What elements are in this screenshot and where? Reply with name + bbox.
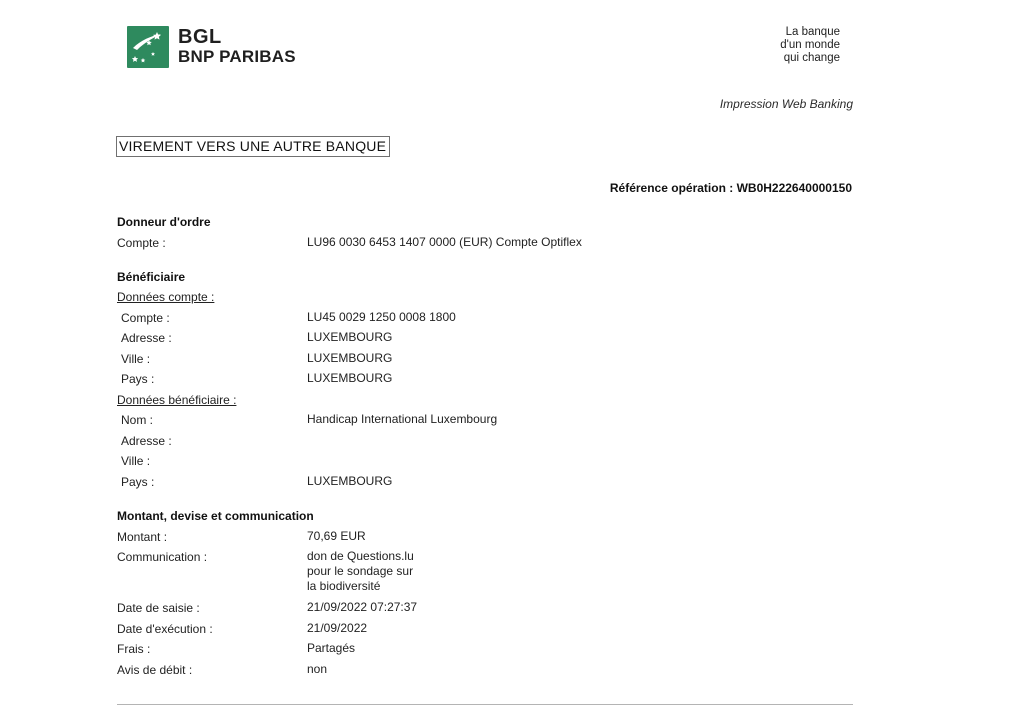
benef-nom-label: Nom : — [121, 413, 154, 427]
donnees-beneficiaire-heading: Données bénéficiaire : — [117, 393, 237, 407]
frais-value: Partagés — [307, 641, 356, 655]
page-title: VIREMENT VERS UNE AUTRE BANQUE — [116, 136, 390, 157]
benef-compte-label: Compte : — [121, 311, 170, 325]
tagline-line: d'un monde — [780, 39, 840, 51]
benef2-pays-value: LUXEMBOURG — [307, 474, 393, 488]
donneur-compte-value: LU96 0030 6453 1407 0000 (EUR) Compte Optiflex — [307, 235, 582, 249]
benef2-pays-label: Pays : — [121, 475, 155, 489]
avis-debit-value: non — [307, 662, 328, 676]
communication-line: don de Questions.lu — [307, 549, 414, 563]
brand-name — [178, 28, 296, 66]
avis-debit-label: Avis de débit : — [117, 663, 193, 677]
operation-reference: Référence opération : WB0H222640000150 — [609, 181, 852, 195]
stars-logo-icon — [127, 26, 169, 68]
communication-value — [307, 549, 467, 594]
benef-nom-value: Handicap International Luxembourg — [307, 412, 498, 426]
benef-adresse-label: Adresse : — [121, 331, 172, 345]
communication-label: Communication : — [117, 550, 208, 564]
date-saisie-value: 21/09/2022 07:27:37 — [307, 600, 418, 614]
benef-pays-label: Pays : — [121, 372, 155, 386]
donnees-compte-heading: Données compte : — [117, 290, 215, 304]
brand-line-2: BNP PARIBAS — [178, 47, 296, 66]
benef-compte-value: LU45 0029 1250 0008 1800 — [307, 310, 456, 324]
benef-adresse-value: LUXEMBOURG — [307, 330, 393, 344]
montant-value: 70,69 EUR — [307, 529, 366, 543]
tagline-line: qui change — [783, 52, 840, 64]
donneur-compte-label: Compte : — [117, 236, 166, 250]
date-saisie-label: Date de saisie : — [117, 601, 200, 615]
benef2-ville-label: Ville : — [121, 454, 151, 468]
section-donneur-heading: Donneur d'ordre — [117, 215, 211, 229]
date-execution-label: Date d'exécution : — [117, 622, 213, 636]
communication-line: la biodiversité — [307, 579, 381, 593]
tagline — [780, 26, 840, 65]
tagline-line: La banque — [785, 26, 840, 38]
benef-ville-value: LUXEMBOURG — [307, 351, 393, 365]
impression-label: Impression Web Banking — [719, 97, 853, 111]
frais-label: Frais : — [117, 642, 151, 656]
bank-logo — [127, 26, 296, 68]
section-beneficiaire-heading: Bénéficiaire — [117, 270, 186, 284]
communication-line: pour le sondage sur — [307, 564, 414, 578]
montant-label: Montant : — [117, 530, 168, 544]
section-montant-heading: Montant, devise et communication — [117, 509, 314, 523]
benef-ville-label: Ville : — [121, 352, 151, 366]
benef2-adresse-label: Adresse : — [121, 434, 172, 448]
date-execution-value: 21/09/2022 — [307, 621, 368, 635]
bottom-divider — [117, 704, 853, 705]
brand-line-1: BGL — [178, 26, 222, 48]
benef-pays-value: LUXEMBOURG — [307, 371, 393, 385]
